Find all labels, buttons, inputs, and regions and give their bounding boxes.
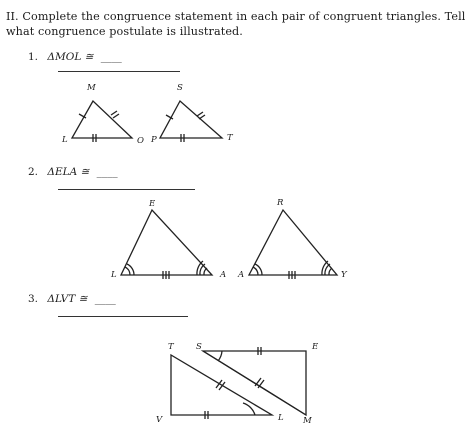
vertex-label-p: P	[151, 135, 157, 145]
vertex-label-e: E	[149, 199, 156, 209]
vertex-label-a1: A	[220, 270, 227, 280]
angle-arc-l-1	[125, 267, 130, 275]
triangle-mol	[72, 101, 132, 138]
question-3-number: 3.	[28, 293, 39, 305]
angle-arc-a-1	[204, 268, 207, 275]
question-3-statement: ΔLVT ≅	[47, 293, 88, 305]
figure-1-triangle-spt	[160, 101, 222, 142]
question-2-blank: ____	[96, 166, 118, 178]
question-2-statement: ΔELA ≅	[47, 166, 90, 178]
tick-mo-2	[113, 114, 119, 118]
figure-3-triangles	[171, 347, 306, 419]
vertex-label-s3: S	[196, 342, 202, 352]
vertex-label-l3: L	[278, 413, 284, 423]
triangle-ela	[121, 210, 212, 275]
vertex-label-o: O	[137, 136, 144, 146]
vertex-label-e3: E	[312, 342, 319, 352]
vertex-label-m: M	[87, 83, 96, 93]
triangle-spt	[160, 101, 222, 138]
vertex-label-t: T	[227, 133, 233, 143]
angle-arc-s	[218, 351, 222, 361]
instructions-line-1: II. Complete the congruence statement in each pair of congruent triangles. Tell	[6, 10, 466, 23]
question-2-number: 2.	[28, 166, 39, 178]
tick-mo-1	[111, 111, 117, 115]
question-1-number: 1.	[28, 51, 39, 63]
vertex-label-l: L	[62, 135, 68, 145]
vertex-label-a2: A	[238, 270, 245, 280]
question-1-statement: ΔMOL ≅	[47, 51, 94, 63]
vertex-label-r: R	[277, 198, 284, 208]
vertex-label-v3: V	[156, 415, 163, 425]
figure-1-triangle-mol	[72, 101, 132, 142]
instructions-line-2: what congruence postulate is illustrated.	[6, 25, 243, 38]
question-3-blank: ____	[94, 293, 116, 305]
figure-2-triangle-ray	[249, 210, 337, 279]
vertex-label-m3: M	[303, 416, 312, 426]
angle-arc-l	[243, 403, 255, 415]
vertex-label-y: Y	[341, 270, 347, 280]
vertex-label-t3: T	[168, 342, 174, 352]
figure-2-triangle-ela	[121, 210, 212, 279]
vertex-label-s: S	[177, 83, 183, 93]
vertex-label-l2: L	[111, 270, 117, 280]
question-1-blank: ____	[100, 51, 122, 63]
